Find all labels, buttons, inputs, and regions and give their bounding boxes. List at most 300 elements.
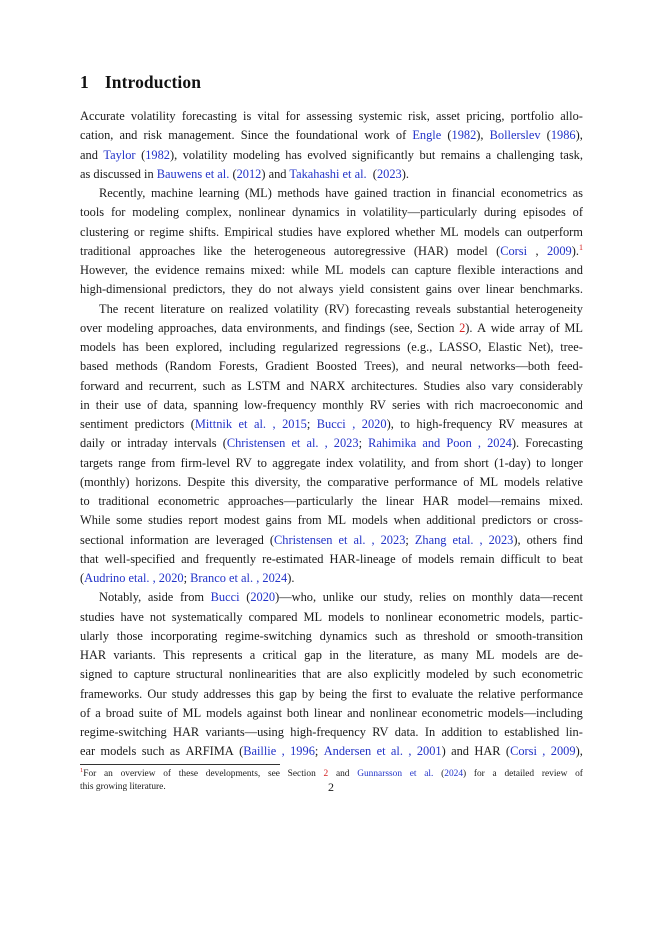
footnote-marker[interactable]: 1 — [578, 242, 583, 252]
text-run: LSTM — [247, 378, 281, 393]
body-word — [355, 300, 410, 319]
body-word — [479, 531, 482, 550]
body-word — [151, 454, 175, 473]
text-run: from — [434, 455, 459, 470]
text-run: to — [488, 725, 498, 739]
body-word — [419, 588, 446, 607]
text-run: ). — [287, 571, 295, 585]
citation-link[interactable]: Bollerslev — [489, 128, 541, 143]
body-word — [345, 338, 401, 357]
body-word — [118, 454, 146, 473]
body-word — [439, 338, 481, 357]
text-run: ML — [479, 474, 499, 489]
text-run: range — [118, 455, 146, 470]
text-run: Gradient — [265, 359, 309, 374]
body-line — [80, 223, 583, 242]
body-word — [107, 319, 154, 338]
text-run: some — [116, 513, 143, 528]
citation-link[interactable]: 2020 — [250, 590, 276, 605]
body-word — [80, 473, 130, 492]
citation-link[interactable]: etal. — [452, 532, 474, 547]
text-run: sentiment — [80, 417, 129, 431]
body-line — [80, 685, 583, 704]
citation-link[interactable]: Christensen — [226, 436, 286, 451]
text-run: approaches—particularly — [227, 494, 354, 508]
citation-link[interactable]: 2015 — [282, 417, 307, 431]
citation-link[interactable]: 2012 — [236, 166, 262, 181]
text-run: forecasting — [181, 109, 237, 123]
body-word — [520, 377, 583, 396]
text-run: measures — [521, 417, 568, 431]
citation-link[interactable]: Engle — [412, 128, 442, 143]
citation-link[interactable]: , — [352, 417, 356, 431]
text-run: econometric — [438, 609, 500, 624]
text-run: gains — [425, 282, 452, 297]
text-run: predictors — [134, 417, 185, 431]
citation-link[interactable]: Audrino etal. , 2020 — [84, 571, 184, 585]
body-word — [523, 203, 566, 222]
body-word — [238, 203, 285, 222]
body-word — [426, 665, 469, 684]
citation-link[interactable]: 2023 — [333, 436, 359, 451]
body-line — [80, 415, 583, 434]
text-run: cation, — [80, 128, 114, 143]
text-run: index — [325, 455, 354, 470]
citation-link[interactable]: et — [376, 744, 386, 759]
text-run: smooth-transition — [495, 628, 583, 643]
body-word — [172, 685, 199, 704]
body-word — [441, 723, 482, 742]
body-word — [236, 454, 252, 473]
body-word — [192, 646, 242, 665]
citation-link[interactable]: Baillie — [243, 744, 277, 759]
text-run: machine — [151, 186, 194, 200]
text-run: (monthly) — [80, 474, 130, 489]
body-line — [80, 569, 583, 588]
citation-link[interactable]: 1982 — [145, 147, 170, 162]
body-word — [549, 319, 559, 338]
body-word — [181, 454, 231, 473]
body-word — [125, 377, 143, 396]
citation-link[interactable]: , — [542, 744, 546, 759]
citation-link[interactable]: , — [479, 532, 483, 547]
text-run: ; — [358, 436, 363, 451]
text-run: such — [374, 628, 398, 643]
text-run: tree- — [560, 340, 583, 354]
text-run: vary — [491, 378, 514, 393]
citation-link[interactable]: Branco et al. , 2024 — [190, 571, 288, 585]
text-run: a — [485, 147, 492, 162]
text-run: literature, — [368, 648, 417, 662]
citation-link[interactable]: 1982 — [451, 128, 477, 143]
citation-link[interactable]: Gunnarsson — [357, 769, 403, 779]
body-word — [506, 742, 537, 761]
text-run: monthly — [322, 397, 364, 412]
text-run: such — [141, 744, 165, 759]
citation-link[interactable]: and — [422, 436, 441, 451]
body-word — [291, 261, 319, 280]
text-run: RV — [372, 725, 389, 739]
text-run: such — [202, 378, 226, 393]
body-word — [406, 357, 424, 376]
body-word — [176, 665, 223, 684]
text-run: as — [169, 744, 181, 759]
text-run: models — [206, 705, 242, 720]
body-word — [325, 434, 328, 453]
body-word — [134, 261, 149, 280]
body-word — [458, 280, 480, 299]
body-word — [205, 550, 256, 569]
text-run: been — [145, 340, 170, 354]
body-word — [499, 415, 515, 434]
citation-link[interactable]: et — [238, 417, 248, 431]
text-run: detailed — [504, 769, 535, 779]
text-run: addresses — [203, 686, 251, 701]
body-word — [372, 723, 388, 742]
body-word — [223, 434, 286, 453]
text-run: have — [120, 609, 144, 624]
text-run: models — [351, 513, 388, 528]
text-run: and — [451, 744, 469, 759]
body-word — [397, 685, 407, 704]
body-word — [80, 665, 112, 684]
text-run: well-specified — [104, 551, 175, 566]
body-word — [80, 742, 95, 761]
body-word — [344, 319, 385, 338]
text-run: low-frequency — [244, 397, 317, 412]
citation-link[interactable]: et — [338, 532, 348, 547]
text-run: ), — [386, 417, 394, 431]
text-run: ( — [546, 128, 551, 143]
footnote-word — [206, 768, 260, 781]
body-word — [392, 396, 420, 415]
text-run: financial — [451, 186, 496, 200]
text-run: our — [360, 590, 377, 605]
text-run: to — [397, 686, 407, 701]
text-run: signed — [80, 667, 113, 682]
body-word — [80, 357, 108, 376]
body-word — [359, 107, 402, 126]
citation-link[interactable]: 2023 — [488, 532, 514, 547]
citation-link[interactable]: , — [281, 744, 285, 759]
body-word — [195, 531, 210, 550]
text-run: models — [349, 263, 386, 277]
body-word — [286, 377, 304, 396]
footnote-marker[interactable]: 1 — [80, 767, 84, 774]
citation-link[interactable]: Zhang — [414, 532, 447, 547]
text-run: ear — [80, 744, 96, 759]
body-word — [520, 280, 583, 299]
citation-link[interactable]: al. — [353, 532, 366, 547]
body-word — [80, 492, 90, 511]
body-word — [80, 627, 109, 646]
text-run: are — [194, 532, 210, 547]
citation-link[interactable]: Takahashi et al. — [289, 166, 367, 181]
body-word — [103, 146, 135, 165]
text-run: firm-level — [180, 455, 231, 470]
text-run: forward — [80, 378, 120, 393]
footnote-word — [121, 768, 156, 781]
citation-link[interactable]: 2020 — [361, 417, 387, 431]
body-word — [249, 608, 298, 627]
text-run: capture — [133, 667, 171, 682]
body-word — [316, 357, 357, 376]
text-run: as — [405, 628, 416, 643]
text-run: to — [369, 609, 380, 624]
body-word — [437, 184, 447, 203]
text-run: developments, — [205, 769, 261, 779]
body-word — [119, 126, 137, 145]
body-word — [80, 319, 102, 338]
text-run: predictors, — [172, 282, 226, 297]
text-run: unlike — [322, 590, 354, 605]
citation-link[interactable]: Bucci — [210, 590, 240, 605]
text-run: Forecasting — [525, 436, 583, 451]
citation-link[interactable]: , — [477, 436, 481, 451]
text-run: to — [400, 417, 410, 431]
text-run: Notably, — [99, 590, 142, 605]
text-run: dynamics — [319, 628, 368, 643]
body-word — [551, 454, 583, 473]
text-run: have — [325, 186, 349, 200]
section-ref-link[interactable]: 2 — [323, 769, 329, 779]
body-word — [116, 357, 158, 376]
body-word — [80, 146, 98, 165]
citation-link[interactable]: Poon — [446, 436, 472, 451]
body-word — [504, 473, 540, 492]
text-run: daily — [80, 436, 105, 451]
body-word — [395, 473, 458, 492]
citation-link[interactable]: et — [291, 436, 301, 451]
text-run: mixed: — [250, 263, 286, 277]
text-run: being — [319, 686, 347, 701]
body-word — [80, 454, 113, 473]
body-word — [80, 126, 113, 145]
citation-link[interactable]: 2009 — [546, 243, 572, 258]
citation-link[interactable]: 2009 — [550, 744, 576, 759]
text-run: by — [474, 667, 488, 682]
text-run: Empirical — [224, 224, 274, 239]
body-line — [80, 165, 583, 184]
text-run: can — [504, 224, 522, 239]
text-run: interactions — [501, 263, 559, 277]
body-word — [274, 300, 319, 319]
text-run: first — [372, 686, 393, 701]
text-run: review — [541, 769, 568, 779]
footnote-word — [268, 768, 280, 781]
text-run: linear — [385, 494, 414, 508]
body-word — [211, 300, 223, 319]
citation-link[interactable]: al. — [424, 769, 434, 779]
body-word — [563, 531, 583, 550]
citation-link[interactable]: , — [371, 532, 375, 547]
body-word — [420, 146, 436, 165]
text-run: episodes — [523, 205, 566, 220]
text-run: to — [257, 455, 267, 470]
body-word — [464, 223, 500, 242]
text-run: like — [203, 243, 223, 258]
citation-link[interactable]: Bauwens et al. — [156, 166, 230, 181]
body-word — [180, 588, 204, 607]
body-line — [80, 300, 583, 319]
citation-link[interactable]: 2024 — [444, 769, 463, 779]
body-word — [551, 608, 583, 627]
text-run: overview — [120, 769, 156, 779]
body-word — [239, 415, 248, 434]
body-word — [270, 531, 333, 550]
citation-link[interactable]: Andersen — [323, 744, 372, 759]
text-run: in — [329, 648, 339, 662]
text-run: or — [134, 224, 145, 239]
body-word — [480, 473, 499, 492]
body-word — [132, 203, 179, 222]
text-run: cross- — [553, 513, 583, 528]
text-run: Studies — [423, 378, 460, 393]
body-word — [458, 685, 473, 704]
body-word — [546, 473, 583, 492]
body-word — [417, 319, 454, 338]
body-word — [229, 300, 268, 319]
text-run: heterogeneous — [253, 243, 326, 258]
text-run: and — [119, 128, 138, 143]
body-word — [520, 588, 583, 607]
body-word — [435, 454, 459, 473]
text-run: A — [477, 320, 487, 335]
text-run: linear — [313, 705, 343, 720]
text-run: ), — [575, 128, 583, 143]
text-run: Trees), — [364, 359, 399, 374]
body-word — [229, 665, 296, 684]
body-word — [257, 107, 279, 126]
body-word — [186, 203, 232, 222]
citation-link[interactable]: 2024 — [487, 436, 512, 451]
body-word — [368, 646, 416, 665]
citation-link[interactable]: al. — [390, 744, 403, 759]
body-line — [80, 434, 583, 453]
citation-link[interactable]: Mittnik — [194, 417, 233, 431]
citation-link[interactable]: Taylor — [103, 147, 136, 162]
body-word — [131, 107, 176, 126]
text-run: variants—using — [205, 725, 284, 739]
text-run: and — [406, 359, 425, 374]
text-run: remain — [460, 551, 495, 566]
body-word — [245, 184, 272, 203]
body-word — [487, 434, 519, 453]
text-run: data—recent — [519, 590, 583, 605]
citation-link[interactable]: , — [408, 744, 412, 759]
body-word — [80, 685, 142, 704]
body-word — [408, 742, 411, 761]
text-run: monthly — [471, 590, 514, 605]
text-run: LASSO, — [438, 340, 482, 354]
text-run: substantial — [456, 301, 510, 316]
citation-link[interactable]: 2023 — [376, 166, 402, 181]
body-word — [459, 319, 472, 338]
body-word — [117, 627, 143, 646]
text-run: many — [441, 648, 469, 662]
body-line — [80, 203, 583, 222]
body-word — [262, 646, 296, 665]
citation-link[interactable]: Bucci — [316, 417, 346, 431]
body-word — [362, 415, 394, 434]
text-run: of — [463, 474, 474, 489]
text-run: data. — [394, 725, 419, 739]
body-word — [446, 434, 471, 453]
text-run: models — [328, 609, 364, 624]
body-word — [565, 396, 583, 415]
footnote-word — [324, 768, 329, 781]
body-word — [464, 454, 489, 473]
text-run: suite — [138, 705, 163, 720]
body-word — [359, 454, 406, 473]
citation-link[interactable]: , — [324, 436, 328, 451]
body-word — [457, 242, 488, 261]
text-run: use — [124, 397, 142, 412]
body-word — [243, 107, 251, 126]
citation-link[interactable]: Corsi — [500, 243, 528, 258]
text-run: studies — [278, 224, 313, 239]
text-run: sectional — [80, 532, 125, 547]
body-word — [230, 242, 245, 261]
text-run: )—who, — [275, 590, 317, 605]
body-word — [422, 434, 440, 453]
text-run: those — [116, 628, 143, 643]
body-word — [80, 415, 128, 434]
text-run: regressions — [344, 340, 401, 354]
text-run: not — [277, 282, 293, 297]
section-ref-link[interactable]: 2 — [459, 320, 466, 335]
body-word — [463, 473, 473, 492]
citation-link[interactable]: 1996 — [290, 744, 315, 759]
body-word — [231, 377, 241, 396]
body-word — [545, 646, 560, 665]
body-line — [80, 319, 583, 338]
citation-link[interactable]: Christensen — [273, 532, 333, 547]
text-run: of — [401, 551, 413, 566]
text-run: Net), — [528, 340, 554, 354]
text-run: at — [573, 417, 583, 431]
citation-link[interactable]: 1986 — [550, 128, 576, 143]
text-run: of — [163, 769, 172, 779]
citation-link[interactable]: 2023 — [380, 532, 406, 547]
citation-link[interactable]: et — [409, 769, 417, 779]
text-run: RV — [369, 397, 387, 412]
text-run: In — [424, 725, 436, 739]
body-word — [436, 107, 460, 126]
citation-link[interactable]: Corsi — [510, 744, 537, 759]
text-run: modeling — [106, 320, 154, 335]
section-heading — [80, 72, 201, 93]
citation-link[interactable]: Rahimika — [368, 436, 417, 451]
body-word — [302, 685, 314, 704]
text-run: relative — [545, 474, 583, 489]
text-run: and — [335, 769, 350, 779]
body-word — [306, 473, 321, 492]
text-run: of — [167, 705, 178, 720]
body-word — [205, 723, 283, 742]
text-run: when — [393, 513, 421, 528]
text-run: ; — [306, 417, 311, 431]
body-word — [148, 588, 173, 607]
citation-link[interactable]: , — [272, 417, 276, 431]
citation-link[interactable]: 2001 — [416, 744, 442, 759]
body-word — [80, 704, 90, 723]
citation-link[interactable]: al. — [253, 417, 266, 431]
citation-link[interactable]: al. — [306, 436, 319, 451]
body-word — [326, 454, 354, 473]
body-word — [193, 396, 238, 415]
text-run: in — [346, 205, 357, 220]
